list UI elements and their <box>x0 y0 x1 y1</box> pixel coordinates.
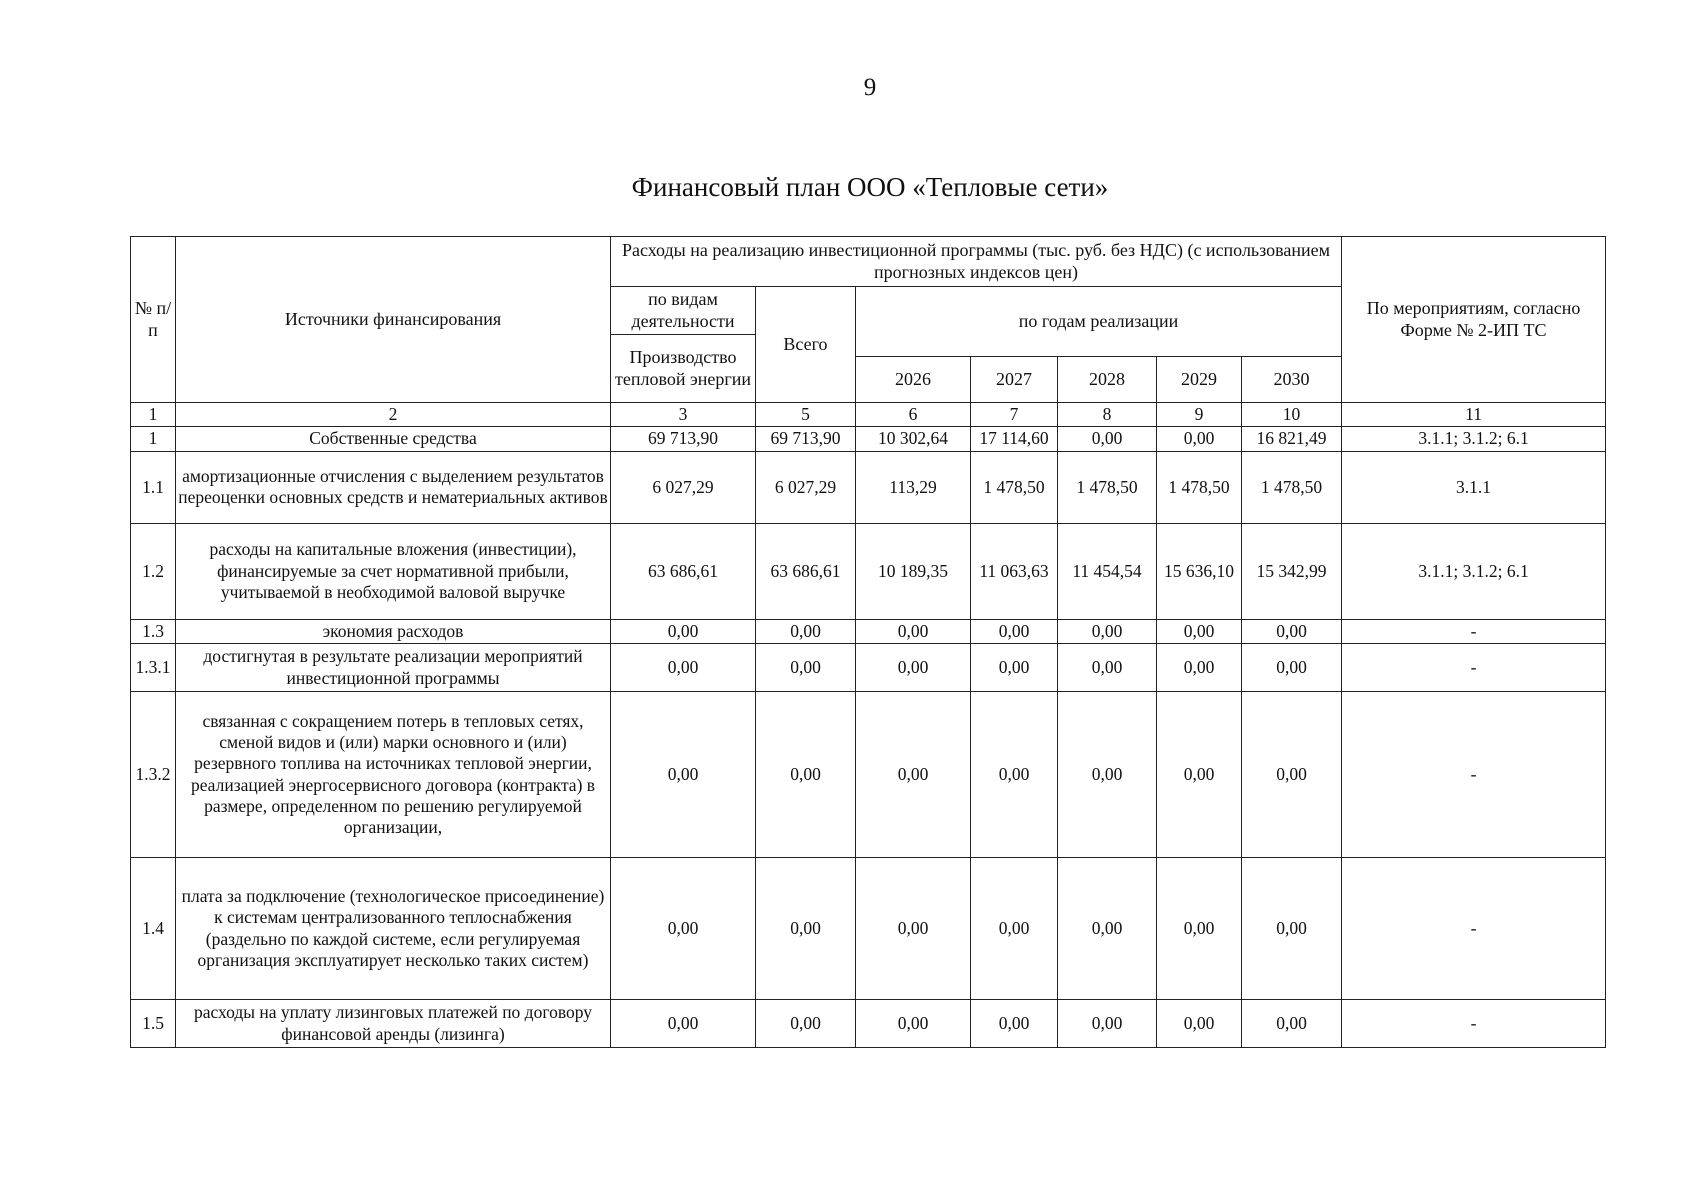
cell-2026: 10 302,64 <box>856 427 971 451</box>
column-number: 2 <box>176 403 611 427</box>
column-numbers-row <box>131 403 1606 427</box>
cell-production: 0,00 <box>611 1000 756 1048</box>
cell-2028: 11 454,54 <box>1058 523 1157 619</box>
cell-2026: 113,29 <box>856 451 971 523</box>
column-number: 3 <box>611 403 756 427</box>
column-number: 7 <box>971 403 1058 427</box>
row-num: 1.3 <box>131 619 176 643</box>
cell-2028: 0,00 <box>1058 858 1157 1000</box>
column-number: 6 <box>856 403 971 427</box>
table-row <box>131 1000 1606 1048</box>
row-name: амортизационные отчисления с выделением результатов переоценки основных средств и нематериальных активов <box>176 451 611 523</box>
table-row <box>131 427 1606 451</box>
row-name: экономия расходов <box>176 619 611 643</box>
header-year: 2026 <box>856 357 971 403</box>
cell-2029: 1 478,50 <box>1157 451 1242 523</box>
row-name: расходы на капитальные вложения (инвестиции), финансируемые за счет нормативной прибыли, учитываемой в необходимой валовой выручке <box>176 523 611 619</box>
row-num: 1.3.1 <box>131 644 176 692</box>
column-number: 5 <box>756 403 856 427</box>
row-num: 1 <box>131 427 176 451</box>
header-production: Производство тепловой энергии <box>611 335 756 403</box>
cell-2028: 0,00 <box>1058 692 1157 858</box>
cell-total: 0,00 <box>756 619 856 643</box>
header-source: Источники финансирования <box>176 237 611 403</box>
cell-2030: 0,00 <box>1242 619 1342 643</box>
row-num: 1.3.2 <box>131 692 176 858</box>
row-num: 1.5 <box>131 1000 176 1048</box>
cell-measures: - <box>1342 619 1606 643</box>
header-year: 2027 <box>971 357 1058 403</box>
cell-2026: 0,00 <box>856 692 971 858</box>
table-row <box>131 451 1606 523</box>
row-name: достигнутая в результате реализации мероприятий инвестиционной программы <box>176 644 611 692</box>
cell-2029: 0,00 <box>1157 427 1242 451</box>
row-num: 1.4 <box>131 858 176 1000</box>
row-name: расходы на уплату лизинговых платежей по договору финансовой аренды (лизинга) <box>176 1000 611 1048</box>
cell-2028: 0,00 <box>1058 619 1157 643</box>
cell-2027: 0,00 <box>971 1000 1058 1048</box>
cell-2027: 0,00 <box>971 619 1058 643</box>
header-num: № п/п <box>131 237 176 403</box>
cell-total: 69 713,90 <box>756 427 856 451</box>
cell-2028: 0,00 <box>1058 427 1157 451</box>
cell-2030: 0,00 <box>1242 858 1342 1000</box>
page-number: 9 <box>863 74 877 101</box>
header-year: 2028 <box>1058 357 1157 403</box>
cell-2030: 0,00 <box>1242 692 1342 858</box>
cell-measures: 3.1.1; 3.1.2; 6.1 <box>1342 523 1606 619</box>
table-row <box>131 858 1606 1000</box>
cell-2029: 0,00 <box>1157 644 1242 692</box>
cell-2030: 1 478,50 <box>1242 451 1342 523</box>
cell-measures: - <box>1342 644 1606 692</box>
table-body <box>131 427 1606 1048</box>
cell-measures: - <box>1342 1000 1606 1048</box>
cell-production: 69 713,90 <box>611 427 756 451</box>
cell-2028: 1 478,50 <box>1058 451 1157 523</box>
cell-2030: 0,00 <box>1242 644 1342 692</box>
cell-measures: - <box>1342 692 1606 858</box>
table-row <box>131 644 1606 692</box>
cell-2028: 0,00 <box>1058 1000 1157 1048</box>
cell-2027: 0,00 <box>971 858 1058 1000</box>
cell-2026: 10 189,35 <box>856 523 971 619</box>
cell-2029: 0,00 <box>1157 1000 1242 1048</box>
column-number: 1 <box>131 403 176 427</box>
cell-production: 0,00 <box>611 619 756 643</box>
row-name: Собственные средства <box>176 427 611 451</box>
column-number: 10 <box>1242 403 1342 427</box>
cell-2029: 0,00 <box>1157 619 1242 643</box>
header-by-years: по годам реализации <box>856 287 1342 357</box>
table-row <box>131 692 1606 858</box>
cell-2030: 16 821,49 <box>1242 427 1342 451</box>
table-header <box>131 237 1606 427</box>
cell-production: 0,00 <box>611 692 756 858</box>
cell-2027: 11 063,63 <box>971 523 1058 619</box>
cell-2030: 0,00 <box>1242 1000 1342 1048</box>
cell-2026: 0,00 <box>856 858 971 1000</box>
cell-2027: 1 478,50 <box>971 451 1058 523</box>
cell-production: 63 686,61 <box>611 523 756 619</box>
cell-2026: 0,00 <box>856 1000 971 1048</box>
cell-measures: - <box>1342 858 1606 1000</box>
cell-2027: 17 114,60 <box>971 427 1058 451</box>
column-number: 9 <box>1157 403 1242 427</box>
cell-total: 63 686,61 <box>756 523 856 619</box>
cell-total: 0,00 <box>756 644 856 692</box>
table-row <box>131 619 1606 643</box>
column-number: 8 <box>1058 403 1157 427</box>
column-number: 11 <box>1342 403 1606 427</box>
cell-2027: 0,00 <box>971 692 1058 858</box>
cell-2030: 15 342,99 <box>1242 523 1342 619</box>
financial-plan-table <box>130 236 1606 1048</box>
row-name: связанная с сокращением потерь в тепловых сетях, сменой видов и (или) марки основного и (или) резервного топлива на источниках тепловой энергии, реализацией энергосервисного договора (контракта) в размере, определенном по решению регулируемой организации, <box>176 692 611 858</box>
cell-2029: 0,00 <box>1157 692 1242 858</box>
header-expenses: Расходы на реализацию инвестиционной программы (тыс. руб. без НДС) (с использованием прогнозных индексов цен) <box>611 237 1342 287</box>
cell-measures: 3.1.1; 3.1.2; 6.1 <box>1342 427 1606 451</box>
row-num: 1.2 <box>131 523 176 619</box>
cell-production: 6 027,29 <box>611 451 756 523</box>
cell-production: 0,00 <box>611 644 756 692</box>
cell-measures: 3.1.1 <box>1342 451 1606 523</box>
cell-2026: 0,00 <box>856 619 971 643</box>
table-row <box>131 523 1606 619</box>
cell-total: 0,00 <box>756 692 856 858</box>
cell-2029: 15 636,10 <box>1157 523 1242 619</box>
header-year: 2029 <box>1157 357 1242 403</box>
cell-2028: 0,00 <box>1058 644 1157 692</box>
cell-2027: 0,00 <box>971 644 1058 692</box>
cell-total: 0,00 <box>756 1000 856 1048</box>
cell-2029: 0,00 <box>1157 858 1242 1000</box>
cell-2026: 0,00 <box>856 644 971 692</box>
header-by-activity: по видам деятельности <box>611 287 756 335</box>
document-title: Финансовый план ООО «Тепловые сети» <box>631 172 1109 202</box>
header-measures: По мероприятиям, согласно Форме № 2-ИП ТС <box>1342 237 1606 403</box>
header-year: 2030 <box>1242 357 1342 403</box>
header-total: Всего <box>756 287 856 403</box>
cell-production: 0,00 <box>611 858 756 1000</box>
row-num: 1.1 <box>131 451 176 523</box>
cell-total: 0,00 <box>756 858 856 1000</box>
row-name: плата за подключение (технологическое присоединение) к системам централизованного теплоснабжения (раздельно по каждой системе, если регулируемая организация эксплуатирует несколько таких систем) <box>176 858 611 1000</box>
cell-total: 6 027,29 <box>756 451 856 523</box>
